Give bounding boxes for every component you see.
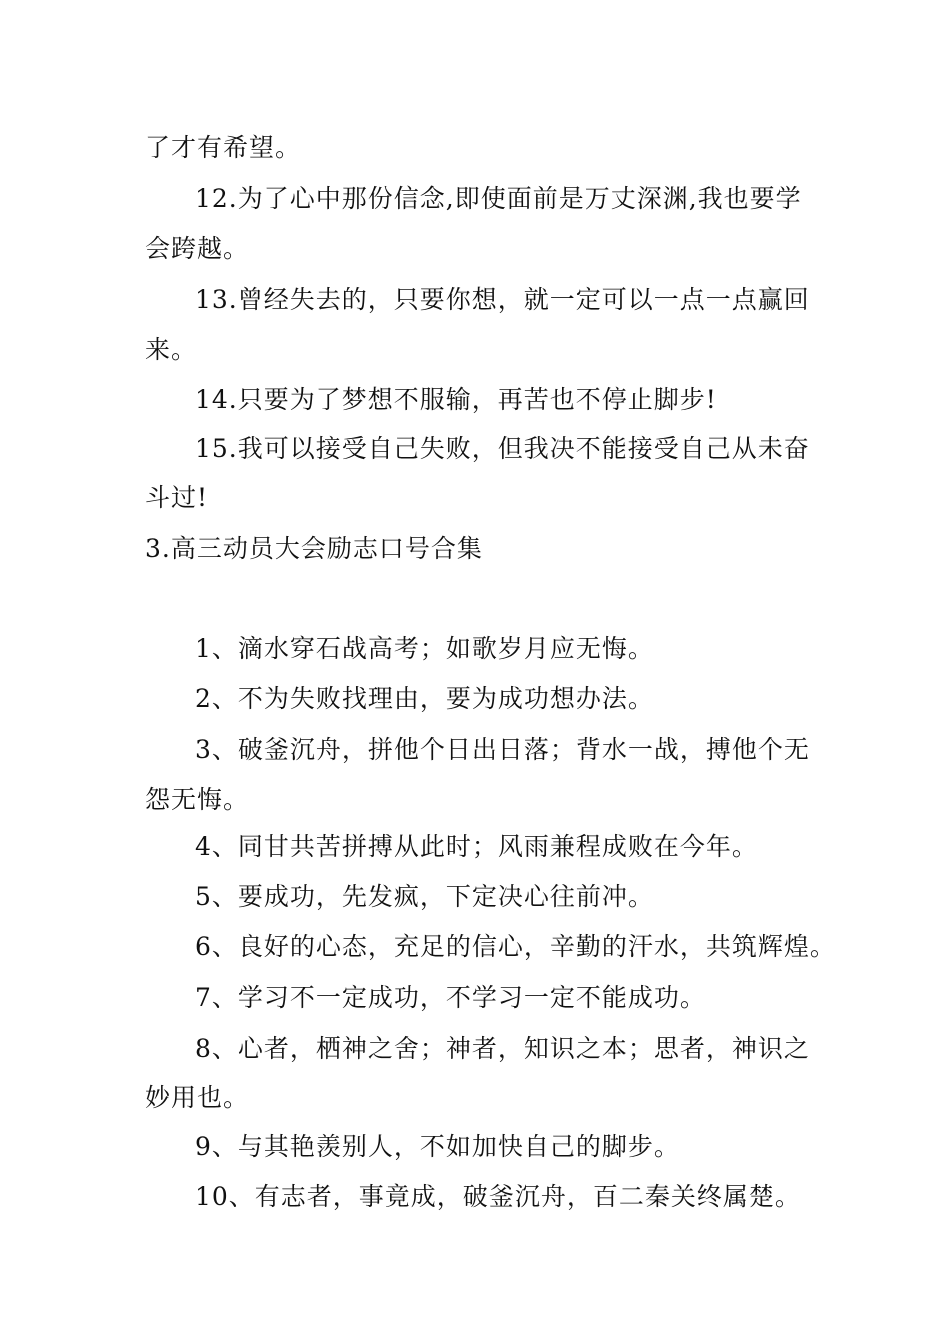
text-line: 12.为了心中那份信念,即使面前是万丈深渊,我也要学 (195, 184, 802, 213)
text-line: 会跨越。 (145, 234, 250, 263)
list-item: 4、同甘共苦拼搏从此时；风雨兼程成败在今年。 (195, 832, 758, 861)
list-item: 2、不为失败找理由，要为成功想办法。 (195, 684, 654, 713)
text-line: 斗过! (145, 483, 209, 512)
list-item: 9、与其艳羡别人，不如加快自己的脚步。 (195, 1132, 680, 1161)
list-item: 7、学习不一定成功，不学习一定不能成功。 (195, 983, 706, 1012)
text-line: 怨无悔。 (145, 785, 250, 814)
text-line: 15.我可以接受自己失败，但我决不能接受自己从未奋 (195, 434, 810, 463)
text-line: 妙用也。 (145, 1083, 250, 1112)
list-item: 6、良好的心态，充足的信心，辛勤的汗水，共筑辉煌。 (195, 932, 836, 961)
section-heading: 3.高三动员大会励志口号合集 (145, 534, 483, 563)
text-line: 13.曾经失去的，只要你想，就一定可以一点一点赢回 (195, 285, 810, 314)
list-item: 1、滴水穿石战高考；如歌岁月应无悔。 (195, 634, 654, 663)
list-item: 8、心者，栖神之舍；神者，知识之本；思者，神识之 (195, 1034, 810, 1063)
text-line: 来。 (145, 335, 198, 364)
list-item: 5、要成功，先发疯，下定决心往前冲。 (195, 882, 654, 911)
text-line: 14.只要为了梦想不服输，再苦也不停止脚步! (195, 385, 717, 414)
list-item: 10、有志者，事竟成，破釜沉舟，百二秦关终属楚。 (195, 1182, 801, 1211)
list-item: 3、破釜沉舟，拼他个日出日落；背水一战，搏他个无 (195, 735, 810, 764)
text-line: 了才有希望。 (145, 133, 302, 162)
